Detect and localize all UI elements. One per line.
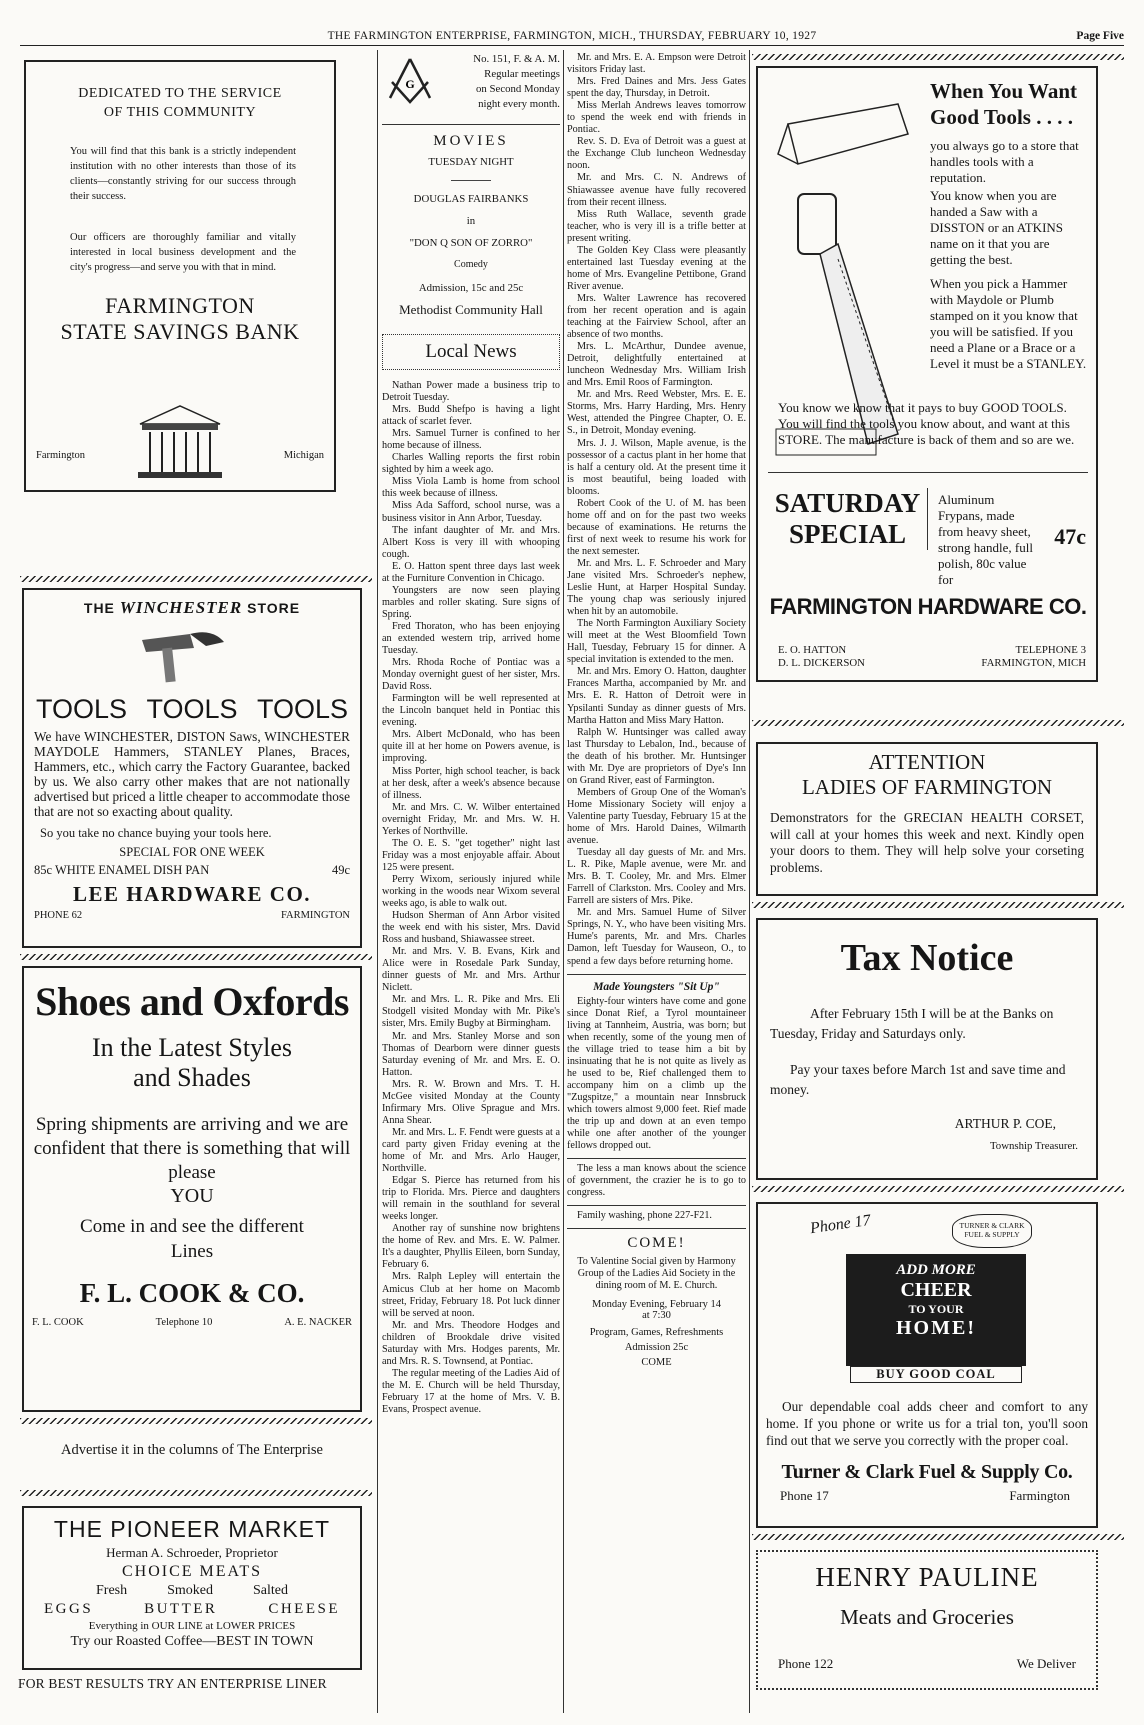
winchester-brand: WINCHESTER [119, 598, 243, 617]
news-item: Mr. and Mrs. Stanley Morse and son Thomas of Dearborn were dinner guests Saturday evening of Mr. and Mrs. E. O. Hatton. [382, 1030, 560, 1078]
winchester-special: SPECIAL FOR ONE WEEK [119, 845, 265, 859]
bank-heading: DEDICATED TO THE SERVICE OF THIS COMMUNITY [78, 86, 282, 120]
news-item: Farmington will be well represented at the Lincoln banquet held in Pontiac this evening. [382, 693, 560, 729]
lodge-line: Regular meetings [484, 68, 560, 80]
hardware-paragraph: You know when you are handed a Saw with a DISSTON or an ATKINS name on it that you are getting the best. [930, 188, 1064, 267]
shoes-ad [22, 966, 362, 1412]
news-item: Mr. and Mrs. L. F. Schroeder and Mary Jane visited Mrs. Schroeder's nephew, Leslie Hunt, at Harper Hospital Sunday. The young chap was seriously injured when hit by an automobile. [567, 557, 746, 618]
news-item: Tuesday all day guests of Mr. and Mrs. L. R. Pike, Maple avenue, were Mr. and Mrs. B. T. Cooley, Mr. and Mrs. Elmer Farrell of Clarkston. Mrs. Cooley and Mrs. Farrell are sisters of Mrs. Pike. [567, 847, 746, 907]
hardware-paragraph: When you pick a Hammer with Maydole or Plumb stamped on it you know that you will be satisfied. If you need a Plane or a Brace or a Level it must be a STANLEY. [930, 276, 1087, 371]
news-item: Mr. and Mrs. Emory O. Hatton, daughter Frances Martha, accompanied by Mr. and Mrs. E. R. Hatton of Detroit were in Ypsilanti Sunday as dinner guests of Mrs. Martha Hatton and Miss Mary Hatton. [567, 666, 746, 726]
bank-ad [24, 60, 336, 492]
attention-title: ATTENTION [868, 750, 986, 774]
news-item: Mr. and Mrs. C. W. Wilber entertained overnight Friday, Mr. and Mrs. W. H. Yerkes of Northville. [382, 801, 560, 837]
news-item: Mrs. Ralph Lepley will entertain the Amicus Club at her home on Macomb street, Friday, February 18. Pot luck dinner will be served at noon. [382, 1271, 560, 1319]
shoes-store-name: F. L. COOK & CO. [79, 1278, 305, 1308]
frypan-special: Aluminum Frypans, made from heavy sheet, strong handle, full polish, 80c value for [938, 492, 1033, 587]
lee-phone: PHONE 62 [34, 910, 83, 921]
pioneer-line: Everything in OUR LINE at LOWER PRICES [88, 1620, 296, 1632]
movies-admission: Admission, 15c and 25c [418, 282, 524, 294]
pauline-phone: Phone 122 [778, 1656, 834, 1671]
border-rule [20, 1418, 372, 1424]
farmington-hardware-ad [756, 66, 1098, 682]
hardware-title: When You Want [930, 79, 1078, 103]
come-body: To Valentine Social given by Harmony Group of the Ladies Aid Society in the dining room of M. E. Church. [577, 1256, 736, 1292]
news-item: Ralph W. Huntsinger was called away last Thursday to Lebalon, Ind., because of the death of his brother. Mr. Huntsinger with Mr. Dye are proprietors of Dye's Inn on Grand River, east of Farmington. [567, 726, 746, 786]
movies-notice [382, 124, 560, 318]
news-item: Mrs. L. McArthur, Dundee avenue, Detroit, delightfully entertained at luncheon Wednesday Mrs. William Irish and Mrs. Emil Roos of Farmington. [567, 341, 746, 389]
bank-building-illustration [130, 402, 230, 482]
come-time: at 7:30 [642, 1309, 671, 1321]
hardware-title: Good Tools . . . . [930, 105, 1073, 129]
frypan-price: 47c [1054, 524, 1086, 549]
movies-star: DOUGLAS FAIRBANKS [413, 193, 529, 205]
news-item: E. O. Hatton spent three days last week at the Furniture Convention in Chicago. [382, 560, 560, 584]
border-rule [20, 954, 372, 960]
pioneer-word: CHEESE [268, 1601, 340, 1617]
story-headline: Made Youngsters "Sit Up" [593, 980, 720, 993]
tax-notice-ad [756, 918, 1098, 1180]
lodge-line: No. 151, F. & A. M. [473, 53, 560, 65]
tax-role: Township Treasurer. [989, 1140, 1078, 1152]
column-3 [567, 52, 746, 1711]
coal-company-name: Turner & Clark Fuel & Supply Co. [781, 1461, 1073, 1483]
lee-hardware-name: LEE HARDWARE CO. [72, 882, 312, 906]
news-item: Mr. and Mrs. L. R. Pike and Mrs. Eli Stodgell visited Monday with Mr. Pike's sister, Mrs. Emily Bugby at Birmingham. [382, 994, 560, 1030]
coal-body: Our dependable coal adds cheer and comfort to any home. If you phone or write us for a trial ton, you'll soon find out that we serve you correctly with the proper coal. [766, 1399, 1088, 1448]
news-item: The infant daughter of Mr. and Mrs. Albert Koss is very ill with whooping cough. [382, 524, 560, 560]
movies-title: MOVIES [433, 133, 509, 149]
news-item: Another ray of sunshine now brightens the home of Rev. and Mrs. E. W. Palmer. It's a daughter, Phyllis Eileen, born Sunday, February 6. [382, 1223, 560, 1271]
advertise-line: Advertise it in the columns of The Enterprise [61, 1442, 323, 1458]
cheer-sign [846, 1254, 1026, 1366]
special-label: SPECIAL [788, 519, 907, 549]
hardware-phone: TELEPHONE 3 [1015, 644, 1086, 656]
news-item: Mr. and Mrs. Reed Webster, Mrs. E. E. Storms, Mrs. Harry Harding, Mrs. Henry West, attended the Pingree Chapter, O. E. S., in Detroit, Monday evening. [567, 389, 746, 437]
shoes-owner: F. L. COOK [32, 1317, 84, 1328]
news-item: Miss Ruth Wallace, seventh grade teacher, who is very ill is a trifle better at present writing. [567, 208, 746, 244]
hardware-paragraph: you always go to a store that handles tools with a reputation. [930, 138, 1079, 185]
movies-night: TUESDAY NIGHT [428, 156, 514, 168]
pioneer-word: EGGS [44, 1601, 94, 1617]
shoes-sub: and Shades [133, 1063, 251, 1092]
news-item: Mr. and Mrs. C. N. Andrews of Shiawassee avenue have fully recovered from their recent illness. [567, 172, 746, 208]
cheer-line: HOME! [896, 1317, 976, 1339]
come-date: Monday Evening, February 14 [592, 1298, 721, 1310]
bank-town: Farmington [36, 450, 85, 461]
news-item: Mrs. Rhoda Roche of Pontiac was a Monday overnight guest of her sister, Mrs. David Ross. [382, 657, 560, 693]
news-item: Mrs. Budd Shefpo is having a light attack of scarlet fever. [382, 404, 560, 428]
pioneer-word: Fresh [96, 1583, 128, 1598]
pauline-deliver: We Deliver [1016, 1656, 1076, 1671]
news-item: Rev. S. D. Eva of Detroit was a guest at the Exchange Club luncheon Wednesday noon. [567, 136, 746, 172]
news-item: Mr. and Mrs. Samuel Hume of Silver Springs, N. Y., who have been visiting Mrs. Hume's parents, Mr. and Mrs. Charles Damon, left Tuesday for Wauseon, O., to spend a few days before returning home. [567, 907, 746, 967]
border-rule [752, 902, 1124, 908]
hammer-icon [132, 626, 252, 684]
pioneer-word: BUTTER [144, 1601, 218, 1617]
news-item: Mr. and Mrs. L. F. Fendt were guests at a card party given Friday evening at the home of Mr. and Mrs. Arlo Hauger, Northville. [382, 1126, 560, 1175]
lodge-line: night every month. [478, 98, 560, 110]
shoes-you: YOU [170, 1185, 214, 1207]
special-price: 49c [331, 863, 350, 877]
coal-illustration [766, 1210, 1088, 1388]
news-item: Youngsters are now seen playing marbles and roller skating. Sure signs of Spring. [382, 584, 560, 620]
column-rule [749, 50, 750, 1713]
hardware-town: FARMINGTON, MICH [981, 657, 1086, 669]
movies-in: in [466, 215, 476, 227]
winchester-body: We have WINCHESTER, DISTON Saws, WINCHESTER MAYDOLE Hammers, STANLEY Planes, Braces, Hammers, etc., which carry the Factory Guarantee, backed by us. We also carry other makes that are not nationally advertised but priced a little cheaper to accommodate those that are not so exacting about quality. [34, 729, 350, 819]
news-item: The North Farmington Auxiliary Society will meet at the West Bloomfield Town Hall, Tuesday, February 15 for dinner. A special invitation is extended to the men. [567, 618, 746, 666]
local-news-header: Local News [382, 334, 560, 370]
page-number: Page Five [1076, 30, 1124, 42]
hardware-owner: D. L. DICKERSON [778, 657, 865, 669]
shoes-body: Spring shipments are arriving and we are confident that there is something that will please [33, 1114, 351, 1183]
hardware-owner: E. O. HATTON [778, 644, 847, 656]
pioneer-word: Smoked [167, 1583, 213, 1598]
news-item: Miss Merlah Andrews leaves tomorrow to spend the week end with friends in Pontiac. [567, 100, 746, 136]
masthead-title: THE FARMINGTON ENTERPRISE, FARMINGTON, MICH., THURSDAY, FEBRUARY 10, 1927 [327, 30, 817, 42]
column-2 [382, 52, 560, 1711]
news-item: The Golden Key Class were pleasantly entertained last Tuesday evening at the home of Mrs. Evangeline Pettibone, Grand River avenue. [567, 244, 746, 292]
shoes-owner: A. E. NACKER [284, 1317, 352, 1328]
henry-pauline-ad [756, 1550, 1098, 1690]
cheer-line: ADD MORE [896, 1262, 976, 1278]
lee-town: FARMINGTON [280, 910, 350, 921]
pauline-name: HENRY PAULINE [815, 1562, 1039, 1592]
news-item: Hudson Sherman of Ann Arbor visited the week end with his sister, Mrs. David Ross and husband, Shiawassee street. [382, 910, 560, 946]
story-body: Eighty-four winters have come and gone since Donat Rief, a Tyrol mountaineer living at Tannheim, Austria, was born; but when recently, some of the young men of the village tried to tease him a bit by insinuating that he is not quite as lively as he used to be, Rief challenged them to accompany him on a climb up the "Zugspitze," a mountain near Innsbruck which towers almost 9,000 feet. Rief made the trip up and down at an even tempo while one after another of the younger fellows dropped out. [567, 995, 746, 1152]
news-item: Perry Wixom, seriously injured while working in the woods near Wixom several weeks ago, is able to walk out. [382, 873, 560, 910]
border-rule [752, 1186, 1124, 1192]
border-rule [20, 1490, 372, 1496]
attention-ladies-ad [756, 742, 1098, 896]
pioneer-title: THE PIONEER MARKET [53, 1516, 331, 1542]
border-rule [752, 54, 1124, 60]
masthead [20, 30, 1124, 46]
filler-item: The less a man knows about the science of government, the crazier he is to go to congress. [567, 1163, 746, 1199]
shoes-phone: Telephone 10 [155, 1317, 213, 1328]
news-item: Miss Ada Safford, school nurse, was a business visitor in Ann Arbor, Tuesday. [382, 500, 560, 524]
news-item: The regular meeting of the Ladies Aid of the M. E. Church will be held Thursday, February 17 at the home of Mrs. V. B. Evans, Prospect avenue. [382, 1367, 560, 1415]
bank-paragraph: Our officers are thoroughly familiar and vitally interested in local business development and the city's progress—and serve you with that in mind. [70, 232, 296, 273]
youngsters-story [567, 974, 746, 1153]
border-rule [752, 1534, 1124, 1540]
news-item: Mr. and Mrs. Theodore Hodges and children of Brookdale drive visited Saturday with Mrs. Hodges parents, Mr. and Mrs. R. S. Townsend, at Pontiac. [382, 1319, 560, 1367]
cheer-line: CHEER [900, 1279, 972, 1301]
border-rule [752, 720, 1124, 726]
pauline-sub: Meats and Groceries [840, 1605, 1014, 1629]
news-item: Mrs. Walter Lawrence has recovered from her recent operation and is again teaching at the Fairview School, after an absence of two months. [567, 292, 746, 341]
news-item: Miss Viola Lamb is home from school this week because of illness. [382, 476, 560, 500]
svg-text:G: G [405, 77, 415, 91]
pioneer-line: Try our Roasted Coffee—BEST IN TOWN [70, 1634, 314, 1649]
liner-line: FOR BEST RESULTS TRY AN ENTERPRISE LINER [18, 1676, 327, 1691]
coal-phone-tag: Phone 17 [809, 1211, 872, 1238]
movies-comedy: Comedy [454, 259, 488, 270]
news-item: Mr. and Mrs. E. A. Empson were Detroit visitors Friday last. [567, 52, 746, 76]
filler-item: Family washing, phone 227-F21. [577, 1210, 712, 1222]
lodge-notice [382, 52, 560, 114]
attention-title: LADIES OF FARMINGTON [801, 775, 1053, 799]
tax-title: Tax Notice [840, 937, 1014, 979]
news-item: Miss Porter, high school teacher, is back at her desk, after a week's absence because of illness. [382, 765, 560, 801]
bank-paragraph: You will find that this bank is a strictly independent institution with no other interests than those of its clients—constantly striving for our success through their success. [70, 146, 296, 202]
news-item: Mrs. J. J. Wilson, Maple avenue, is the possessor of a cactus plant in her home that is half a century old. At the present time it is most beautiful, being loaded with blooms. [567, 437, 746, 497]
news-item: Members of Group One of the Woman's Home Missionary Society will enjoy a Valentine party Tuesday, February 15 at the home of Mrs. Harold Daines, Wilmarth avenue. [567, 786, 746, 847]
column-rule [377, 50, 378, 1713]
news-item: Mrs. Samuel Turner is confined to her home because of illness. [382, 428, 560, 452]
movies-film: "DON Q SON OF ZORRO" [409, 237, 533, 249]
tax-paragraph: Pay your taxes before March 1st and save time and money. [770, 1062, 1066, 1097]
come-end: COME [641, 1356, 672, 1368]
pioneer-proprietor: Herman A. Schroeder, Proprietor [106, 1545, 278, 1560]
come-program: Program, Games, Refreshments [589, 1326, 724, 1338]
movies-place: Methodist Community Hall [399, 302, 543, 317]
attention-body: Demonstrators for the GRECIAN HEALTH CORSET, will call at your homes this week and next. Kindly open your doors to them. They will help solve your corseting problems. [770, 810, 1084, 875]
lodge-line: on Second Monday [476, 83, 560, 95]
coal-badge: TURNER & CLARK FUEL & SUPPLY [952, 1214, 1032, 1248]
news-item: Mrs. R. W. Brown and Mrs. T. H. McGee visited Monday at the County Infirmary Mrs. Olive Sprague and Mrs. Anna Shear. [382, 1078, 560, 1126]
shoes-body: Come in and see the different Lines [80, 1216, 304, 1262]
winchester-line: So you take no chance buying your tools here. [40, 826, 272, 840]
local-news-list [382, 380, 560, 1416]
winchester-ad [22, 588, 362, 948]
come-admission: Admission 25c [624, 1341, 689, 1353]
news-item: Charles Walling reports the first robin sighted by him a week ago. [382, 452, 560, 476]
winchester-header: THE WINCHESTER STORE [83, 598, 301, 617]
news-item: Fred Thoraton, who has been enjoying an extended western trip, arrived home Tuesday. [382, 620, 560, 657]
saturday-label: SATURDAY [774, 488, 921, 518]
valentine-social-notice [567, 1228, 746, 1367]
news-item: Mrs. Albert McDonald, who has been quite ill at her home on Powers avenue, is improving. [382, 729, 560, 765]
news-item: The O. E. S. "get together" night last Friday was a most enjoyable affair. About 125 were present. [382, 837, 560, 873]
come-title: COME! [627, 1235, 686, 1252]
news-item: Edgar S. Pierce has returned from his trip to Florida. Mrs. Pierce and daughters will remain in the southland for several weeks longer. [382, 1175, 560, 1223]
pioneer-market-ad [22, 1506, 362, 1670]
coal-town: Farmington [1009, 1488, 1070, 1503]
farmington-hardware-name: FARMINGTON HARDWARE CO. [769, 594, 1087, 619]
border-rule [20, 576, 372, 582]
bank-name: FARMINGTON [105, 293, 255, 318]
news-item: Nathan Power made a business trip to Detroit Tuesday. [382, 380, 560, 404]
news-item: Robert Cook of the U. of M. has been home off and on for the past two weeks because of examinations. He returns the first of next week to resume his work for the next semester. [567, 497, 746, 557]
bank-name: STATE SAVINGS BANK [60, 319, 300, 344]
tax-signer: ARTHUR P. COE, [954, 1116, 1056, 1131]
masonic-square-compass-icon [384, 56, 436, 106]
news-item: Mr. and Mrs. V. B. Evans, Kirk and Alice were in Rosedale Park Sunday, dinner guests of Mr. and Mrs. Arthur Niclett. [382, 946, 560, 994]
buy-good-coal: BUY GOOD COAL [850, 1366, 1022, 1383]
shoes-title: Shoes and Oxfords [35, 979, 349, 1024]
bank-state: Michigan [283, 450, 324, 461]
tax-paragraph: After February 15th I will be at the Banks on Tuesday, Friday and Saturdays only. [770, 1006, 1054, 1041]
special-item: 85c WHITE ENAMEL DISH PAN [34, 863, 210, 877]
hardware-paragraph: You know we know that it pays to buy GOOD TOOLS. You will find the tools you know about, and want at this STORE. The manufacture is back of them and so are we. [778, 400, 1075, 447]
pioneer-line: CHOICE MEATS [121, 1563, 262, 1580]
column-rule [563, 50, 564, 1713]
tools-line: TOOLS TOOLS TOOLS [36, 694, 348, 724]
pioneer-word: Salted [252, 1583, 288, 1598]
local-news-continued [567, 52, 746, 968]
coal-phone: Phone 17 [780, 1488, 829, 1503]
cheer-line: TO YOUR [908, 1302, 964, 1316]
shoes-sub: In the Latest Styles [91, 1033, 292, 1062]
news-item: Mrs. Fred Daines and Mrs. Jess Gates spent the day, Thursday, in Detroit. [567, 76, 746, 100]
coal-ad [756, 1202, 1098, 1528]
